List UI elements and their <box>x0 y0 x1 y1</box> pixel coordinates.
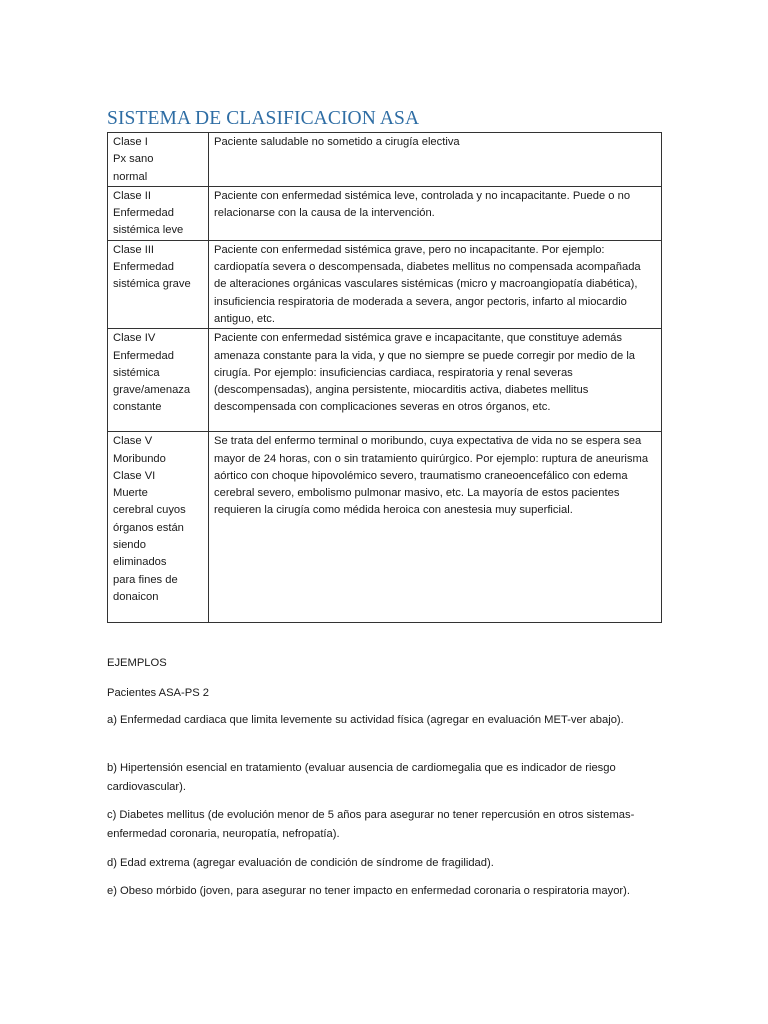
asa-class-cell: Clase III Enfermedad sistémica grave <box>108 240 209 328</box>
examples-heading: EJEMPLOS <box>107 657 167 669</box>
asa-description-cell: Paciente con enfermedad sistémica grave, pero no incapacitante. Por ejemplo: cardiopatía severa o descompensada, diabetes mellitus no compensada acompañada de alteraciones orgánicas vasculares sistémicas (micro y macroangiopatía diabética), insuficiencia respiratoria de moderada a severa, angor pectoris, infarto al miocardio antiguo, etc. <box>209 240 662 328</box>
asa-class-cell: Clase V Moribundo Clase VI Muerte cerebral cuyos órganos están siendo eliminados para fines de donaicon <box>108 432 209 623</box>
asa-description-cell: Paciente con enfermedad sistémica leve, controlada y no incapacitante. Puede o no relacionarse con la causa de la intervención. <box>209 186 662 240</box>
table-row <box>108 240 662 328</box>
table-row <box>108 186 662 240</box>
example-item: a) Enfermedad cardiaca que limita levemente su actividad física (agregar en evaluación MET-ver abajo). <box>107 714 624 726</box>
asa-description-cell: Paciente con enfermedad sistémica grave e incapacitante, que constituye además amenaza constante para la vida, y que no siempre se puede corregir por medio de la cirugía. Por ejemplo: insuficiencias cardiaca, respiratoria y renal severas (descompensadas), angina persistente, miocarditis activa, diabetes mellitus descompensada con complicaciones severas en otros órganos, etc. <box>209 329 662 432</box>
document-title: SISTEMA DE CLASIFICACION ASA <box>107 108 420 129</box>
example-item: e) Obeso mórbido (joven, para asegurar no tener impacto en enfermedad coronaria o respiratoria mayor). <box>107 885 630 897</box>
asa-class-cell: Clase I Px sano normal <box>108 133 209 187</box>
asa-class-cell: Clase IV Enfermedad sistémica grave/amenaza constante <box>108 329 209 432</box>
asa-description-cell: Se trata del enfermo terminal o moribundo, cuya expectativa de vida no se espera sea mayor de 24 horas, con o sin tratamiento quirúrgico. Por ejemplo: ruptura de aneurisma aórtico con choque hipovolémico severo, traumatismo craneoencefálico con edema cerebral severo, embolismo pulmonar masivo, etc. La mayoría de estos pacientes requieren la cirugía como médida heroica con anestesia muy superficial. <box>209 432 662 623</box>
table-row <box>108 329 662 432</box>
asa-description-cell: Paciente saludable no sometido a cirugía electiva <box>209 133 662 187</box>
table-row <box>108 432 662 623</box>
table-row <box>108 133 662 187</box>
asa-class-cell: Clase II Enfermedad sistémica leve <box>108 186 209 240</box>
examples-subtitle: Pacientes ASA-PS 2 <box>107 687 209 699</box>
asa-classification-table <box>107 132 662 623</box>
example-item: c) Diabetes mellitus (de evolución menor de 5 años para asegurar no tener repercusión en otros sistemas-enfermedad coronaria, neuropatía, nefropatía). <box>107 809 635 840</box>
example-item: d) Edad extrema (agregar evaluación de condición de síndrome de fragilidad). <box>107 857 494 869</box>
example-item: b) Hipertensión esencial en tratamiento (evaluar ausencia de cardiomegalia que es indicador de riesgo cardiovascular). <box>107 762 616 793</box>
